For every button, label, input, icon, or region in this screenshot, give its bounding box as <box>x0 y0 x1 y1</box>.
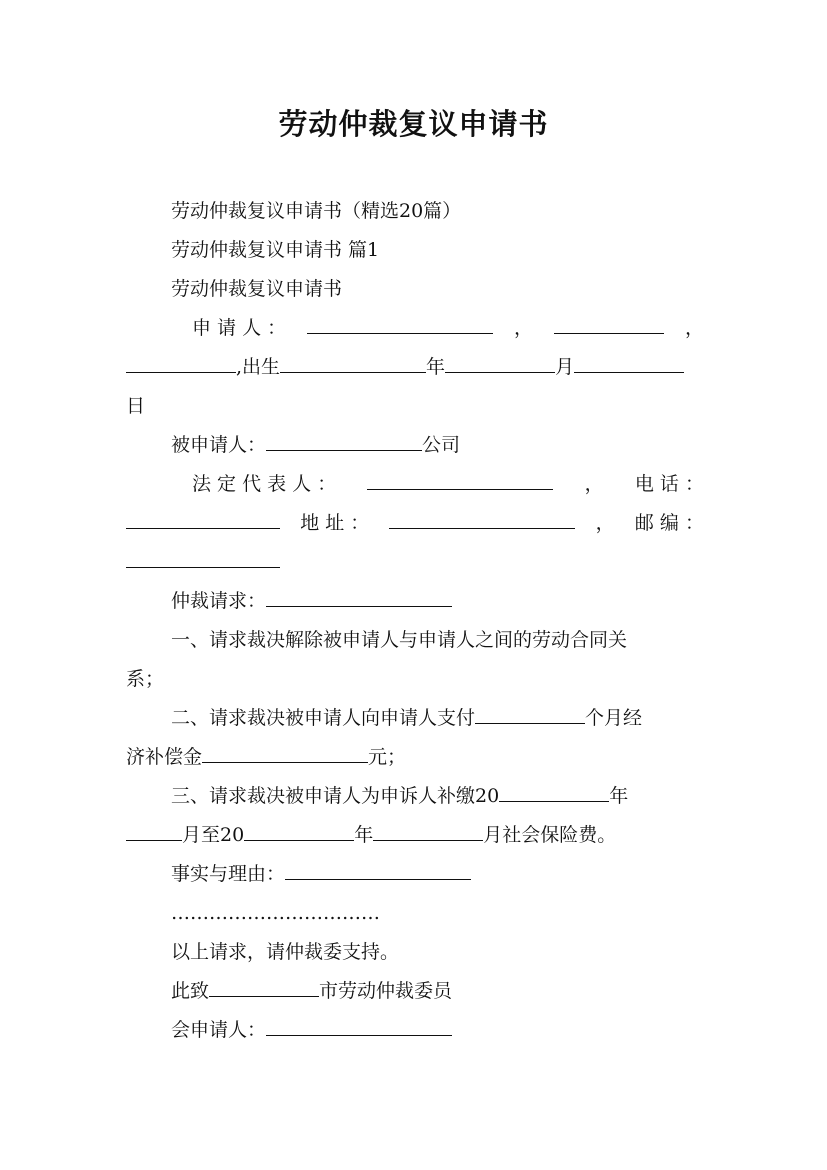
claim-1-cont: 系； <box>126 668 165 690</box>
compensation-blank[interactable] <box>202 740 368 763</box>
months-blank[interactable] <box>475 701 585 724</box>
applicant-extra-blank[interactable] <box>126 350 236 373</box>
claim-2-cont: 济补偿金 元； <box>126 740 704 779</box>
signature-line: 会申请人： <box>126 1013 704 1052</box>
applicant-name-blank[interactable] <box>307 311 493 334</box>
phone-blank[interactable] <box>126 506 280 529</box>
claims-blank[interactable] <box>266 584 452 607</box>
birth-day-blank[interactable] <box>574 350 684 373</box>
postcode-blank[interactable] <box>126 545 280 568</box>
addressee-line: 此致 市劳动仲裁委员 <box>126 974 704 1013</box>
document-body <box>126 194 704 1052</box>
ellipsis-line: …………………………… <box>171 902 380 924</box>
facts-blank[interactable] <box>285 857 471 880</box>
legal-rep-line: 法 定 代 表 人 ： ， 电 话 ： <box>126 467 704 506</box>
facts-line: 事实与理由： <box>126 857 704 896</box>
claim-1-line: 一、请求裁决解除被申请人与申请人之间的劳动合同关 <box>171 629 628 651</box>
respondent-blank[interactable] <box>266 428 422 451</box>
support-line: 以上请求，请仲裁委支持。 <box>171 941 400 963</box>
legal-rep-blank[interactable] <box>367 467 553 490</box>
applicant-field-blank[interactable] <box>554 311 664 334</box>
address-line: 地 址 ： ， 邮 编 ： <box>126 506 704 545</box>
insurance-start-year-blank[interactable] <box>499 779 609 802</box>
claims-line: 仲裁请求： <box>126 584 704 623</box>
city-blank[interactable] <box>209 974 319 997</box>
claim-2-line: 二、请求裁决被申请人向申请人支付 个月经 <box>126 701 704 740</box>
insurance-start-month-blank[interactable] <box>126 818 182 841</box>
birth-year-blank[interactable] <box>280 350 426 373</box>
respondent-line: 被申请人： 公司 <box>126 428 704 467</box>
form-heading: 劳动仲裁复议申请书 <box>171 278 343 300</box>
applicant-line: 申 请 人 ： ， ， <box>126 311 704 350</box>
signature-blank[interactable] <box>266 1013 452 1036</box>
address-blank[interactable] <box>389 506 575 529</box>
birth-month-blank[interactable] <box>445 350 555 373</box>
insurance-end-month-blank[interactable] <box>373 818 483 841</box>
claim-3-line: 三、请求裁决被申请人为申诉人补缴20 年 <box>126 779 704 818</box>
claim-3-cont: 月至20 年 月社会保险费。 <box>126 818 704 857</box>
document-title: 劳动仲裁复议申请书 <box>278 107 549 141</box>
section-heading: 劳动仲裁复议申请书 篇1 <box>171 239 380 261</box>
applicant-label: 申 请 人 ： <box>192 317 287 339</box>
day-line: 日 <box>126 395 146 417</box>
birth-line: ,出生 年 月 <box>126 350 704 389</box>
insurance-end-year-blank[interactable] <box>244 818 354 841</box>
subtitle-line: 劳动仲裁复议申请书（精选20篇） <box>171 200 462 222</box>
postcode-line <box>126 545 704 584</box>
